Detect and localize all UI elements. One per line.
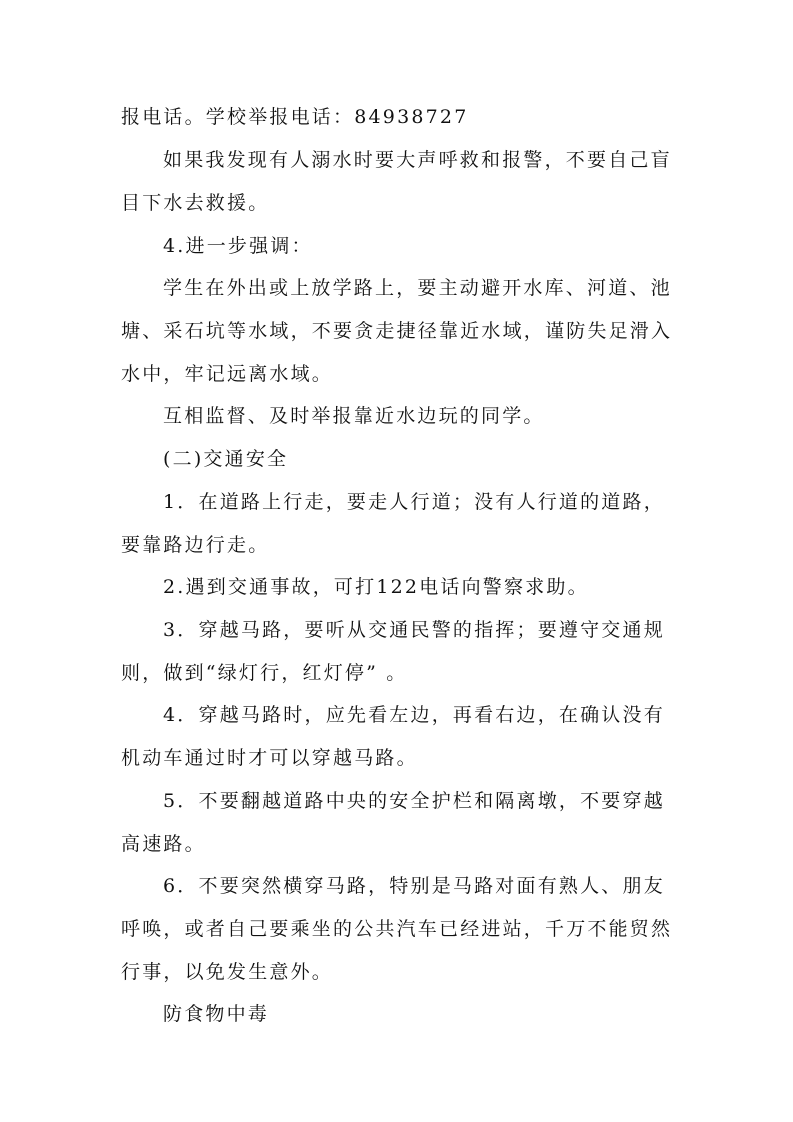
list-item: 2.遇到交通事故，可打122电话向警察求助。: [163, 576, 589, 598]
text-line: 水中，牢记远离水域。: [121, 363, 334, 385]
list-item: 3．穿越马路，要听从交通民警的指挥；要遵守交通规: [163, 619, 665, 641]
text-line: 要靠路边行走。: [121, 534, 270, 556]
list-item: 5．不要翻越道路中央的安全护栏和隔离墩，不要穿越: [163, 790, 665, 812]
paragraph-line: 学生在外出或上放学路上，要主动避开水库、河道、池: [163, 277, 672, 299]
text-line: 机动车通过时才可以穿越马路。: [121, 747, 418, 769]
text-line: 塘、采石坑等水域，不要贪走捷径靠近水域，谨防失足滑入: [121, 320, 673, 342]
text-line: 高速路。: [121, 833, 206, 855]
text-line: 则，做到“绿灯行，红灯停” 。: [121, 662, 408, 684]
section-heading: (二)交通安全: [163, 448, 289, 470]
list-item: 4．穿越马路时，应先看左边，再看右边，在确认没有: [163, 704, 665, 726]
list-item: 6．不要突然横穿马路，特别是马路对面有熟人、朋友: [163, 875, 665, 897]
paragraph-line: 如果我发现有人溺水时要大声呼救和报警，不要自己盲: [163, 149, 672, 171]
paragraph-line: 互相监督、及时举报靠近水边玩的同学。: [163, 405, 545, 427]
section-heading: 防食物中毒: [163, 1003, 270, 1025]
text-line: 呼唤，或者自己要乘坐的公共汽车已经进站，千万不能贸然: [121, 918, 673, 940]
text-line: 行事，以免发生意外。: [121, 961, 334, 983]
text-line: 目下水去救援。: [121, 192, 270, 214]
text-line: 报电话。学校举报电话：84938727: [121, 106, 469, 128]
list-item: 1．在道路上行走，要走人行道；没有人行道的道路，: [163, 491, 665, 513]
section-heading: 4.进一步强调：: [163, 235, 313, 257]
